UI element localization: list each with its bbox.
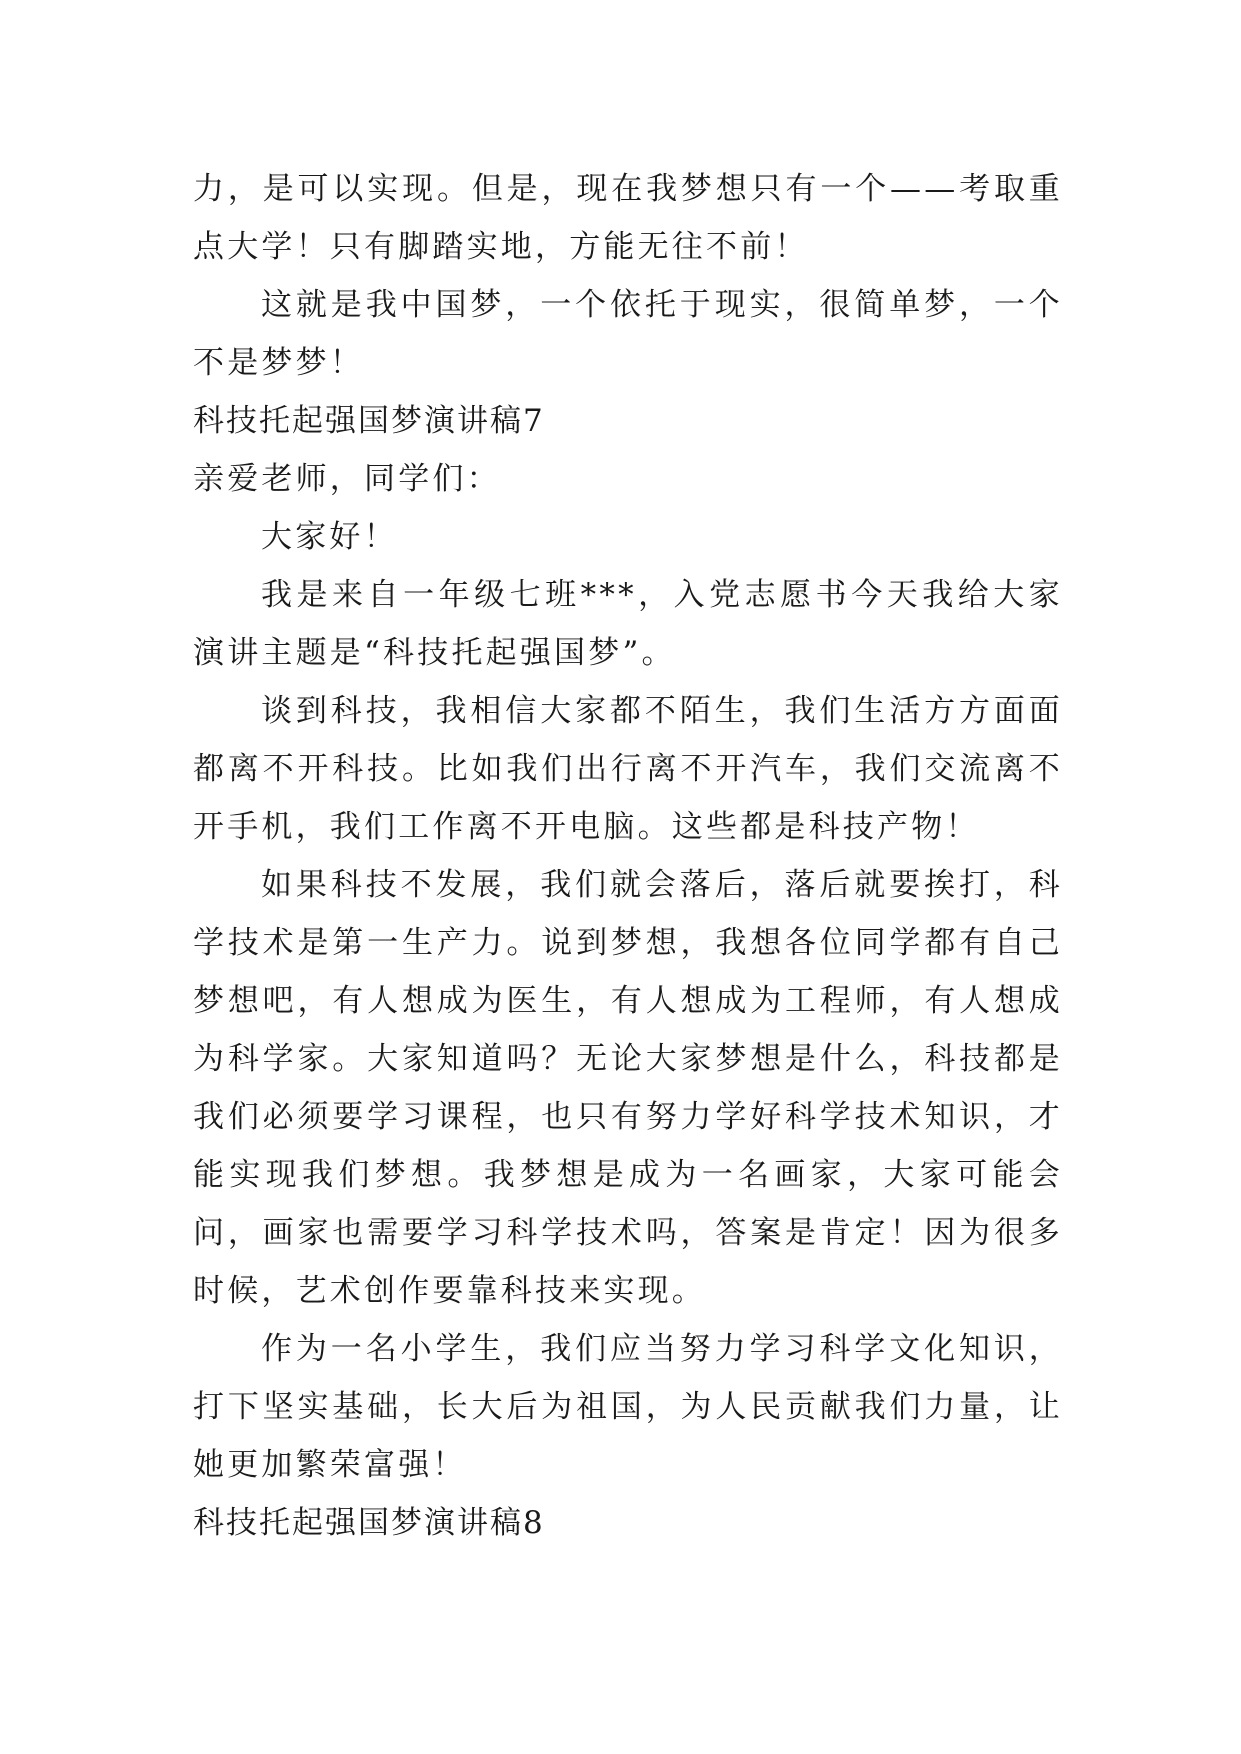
greeting: 大家好！ (261, 519, 398, 555)
section-heading: 科技托起强国梦演讲稿8 (193, 1505, 545, 1541)
salutation: 亲爱老师，同学们： (193, 461, 501, 497)
paragraph: 如果科技不发展，我们就会落后，落后就要挨打，科学技术是第一生产力。说到梦想，我想各位同学都有自己梦想吧，有人想成为医生，有人想成为工程师，有人想成为科学家。大家知道吗？无论大家梦想是什么，科技都是我们必须要学习课程，也只有努力学好科学技术知识，才能实现我们梦想。我梦想是成为一名画家，大家可能会问，画家也需要学习科学技术吗，答案是肯定！因为很多时候，艺术创作要靠科技来实现。 (193, 867, 1063, 1309)
paragraph: 作为一名小学生，我们应当努力学习科学文化知识，打下坚实基础，长大后为祖国，为人民贡献我们力量，让她更加繁荣富强！ (193, 1331, 1063, 1483)
paragraph: 这就是我中国梦，一个依托于现实，很简单梦，一个不是梦梦！ (193, 287, 1063, 381)
paragraph: 力，是可以实现。但是，现在我梦想只有一个——考取重点大学！只有脚踏实地，方能无往不前！ (193, 171, 1063, 265)
section-heading: 科技托起强国梦演讲稿7 (193, 403, 545, 439)
paragraph: 谈到科技，我相信大家都不陌生，我们生活方方面面都离不开科技。比如我们出行离不开汽车，我们交流离不开手机，我们工作离不开电脑。这些都是科技产物！ (193, 693, 1063, 845)
document-body (193, 160, 1063, 1552)
paragraph: 我是来自一年级七班***，入党志愿书今天我给大家演讲主题是“科技托起强国梦”。 (193, 577, 1063, 671)
